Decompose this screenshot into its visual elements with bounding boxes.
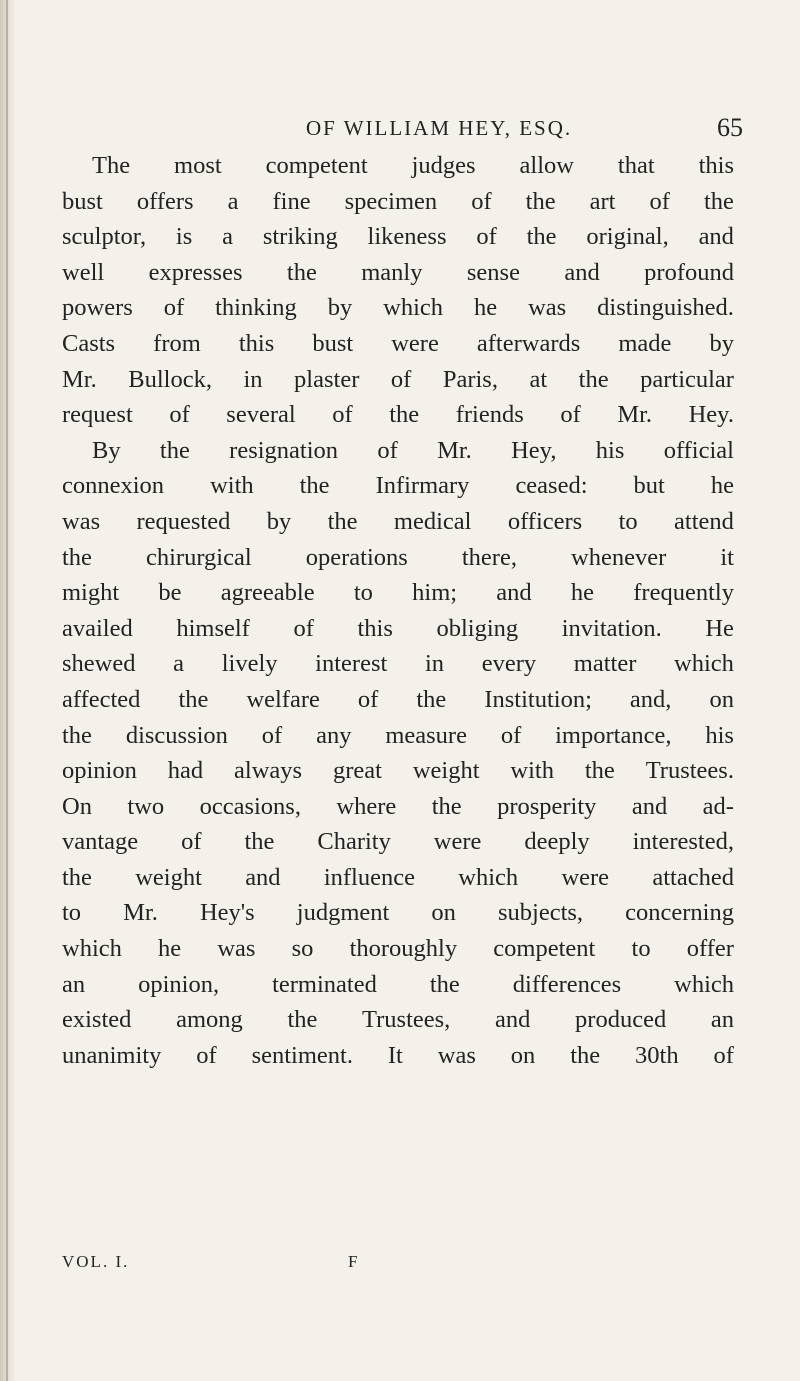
text-line: opinion had always great weight with the Trustees. <box>62 757 734 785</box>
text-line: vantage of the Charity were deeply interested, <box>62 828 734 856</box>
text-line: shewed a lively interest in every matter which <box>62 650 734 678</box>
volume-mark: VOL. I. <box>62 1252 130 1271</box>
text-line: On two occasions, where the prosperity and ad- <box>62 792 734 820</box>
text-line: to Mr. Hey's judgment on subjects, concerning <box>62 899 734 927</box>
body-text <box>62 148 734 1073</box>
text-line: affected the welfare of the Institution; and, on <box>62 685 734 713</box>
text-line: Casts from this bust were afterwards made by <box>62 329 734 357</box>
page-binding-edge <box>0 0 16 1381</box>
text-line: might be agreeable to him; and he frequently <box>62 579 734 607</box>
text-line: well expresses the manly sense and profound <box>62 258 734 286</box>
page-number: 65 <box>717 113 743 142</box>
running-head: OF WILLIAM HEY, ESQ. <box>306 116 573 140</box>
text-line: the weight and influence which were attached <box>62 863 734 891</box>
page-footer <box>62 1252 562 1282</box>
text-line: Mr. Bullock, in plaster of Paris, at the particular <box>62 365 734 393</box>
text-line: sculptor, is a striking likeness of the original, and <box>62 223 734 251</box>
text-line: the chirurgical operations there, whenever it <box>62 543 734 571</box>
text-line: the discussion of any measure of importance, his <box>62 721 734 749</box>
text-line: connexion with the Infirmary ceased: but he <box>62 472 734 500</box>
text-line: The most competent judges allow that this <box>92 152 734 179</box>
text-line: powers of thinking by which he was distinguished. <box>62 294 734 322</box>
signature-mark: F <box>348 1252 360 1271</box>
text-line: existed among the Trustees, and produced an <box>62 1006 734 1034</box>
text-line: By the resignation of Mr. Hey, his official <box>92 436 734 464</box>
text-line: was requested by the medical officers to attend <box>62 507 734 535</box>
text-line: availed himself of this obliging invitation. He <box>62 614 734 642</box>
text-line: unanimity of sentiment. It was on the 30th of <box>62 1041 734 1069</box>
text-line: an opinion, terminated the differences which <box>62 970 734 998</box>
text-line: bust offers a fine specimen of the art of the <box>62 187 734 215</box>
binding-gutter-line <box>6 0 8 1381</box>
text-line: request of several of the friends of Mr. Hey. <box>62 401 734 429</box>
text-line: which he was so thoroughly competent to offer <box>62 935 734 963</box>
